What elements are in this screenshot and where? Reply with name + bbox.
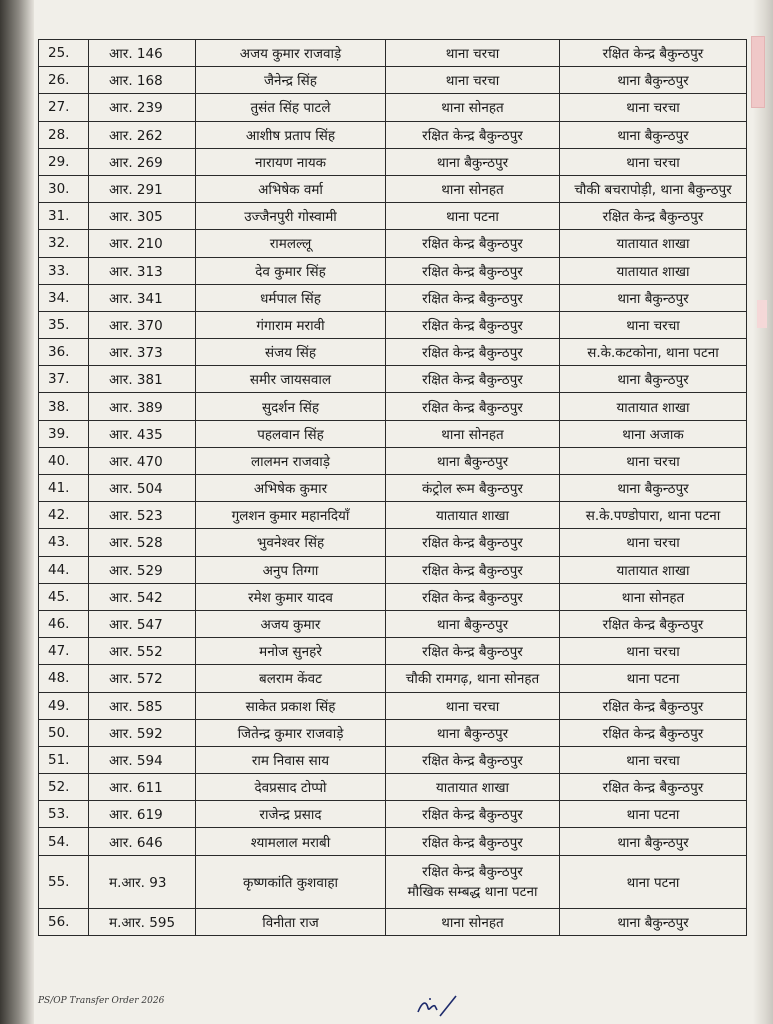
table-row: [39, 393, 747, 420]
current-posting: थाना बैकुन्ठपुर: [386, 447, 560, 474]
current-posting: रक्षित केन्द्र बैकुन्ठपुर: [386, 311, 560, 338]
table-row: [39, 420, 747, 447]
serial-number: 33.: [39, 257, 89, 284]
employee-name: श्यामलाल मराबी: [196, 828, 386, 855]
table-row: [39, 908, 747, 935]
table-row: [39, 311, 747, 338]
new-posting: थाना पटना: [560, 665, 747, 692]
employee-name: जितेन्द्र कुमार राजवाड़े: [196, 719, 386, 746]
current-posting: रक्षित केन्द्र बैकुन्ठपुर: [386, 366, 560, 393]
table-row: [39, 610, 747, 637]
serial-number: 39.: [39, 420, 89, 447]
table-row: [39, 447, 747, 474]
serial-number: 45.: [39, 583, 89, 610]
new-posting: स.के.पण्डोपारा, थाना पटना: [560, 502, 747, 529]
constable-number: आर. 619: [89, 801, 196, 828]
constable-number: आर. 611: [89, 774, 196, 801]
employee-name: अभिषेक कुमार: [196, 475, 386, 502]
constable-number: आर. 341: [89, 284, 196, 311]
employee-name: अभिषेक वर्मा: [196, 175, 386, 202]
new-posting: थाना चरचा: [560, 148, 747, 175]
serial-number: 55.: [39, 855, 89, 908]
current-posting-line2: मौखिक सम्बद्ध थाना पटना: [407, 883, 538, 900]
new-posting: रक्षित केन्द्र बैकुन्ठपुर: [560, 692, 747, 719]
new-posting: थाना बैकुन्ठपुर: [560, 67, 747, 94]
table-row: [39, 746, 747, 773]
serial-number: 30.: [39, 175, 89, 202]
new-posting: यातायात शाखा: [560, 257, 747, 284]
table-row: [39, 203, 747, 230]
new-posting: थाना बैकुन्ठपुर: [560, 475, 747, 502]
current-posting: रक्षित केन्द्र बैकुन्ठपुर: [386, 339, 560, 366]
table-row: [39, 67, 747, 94]
current-posting: रक्षित केन्द्र बैकुन्ठपुर: [386, 638, 560, 665]
current-posting: थाना बैकुन्ठपुर: [386, 148, 560, 175]
constable-number: आर. 552: [89, 638, 196, 665]
employee-name: रामलल्लू: [196, 230, 386, 257]
page-tab-marker-small: [757, 300, 767, 328]
current-posting: रक्षित केन्द्र बैकुन्ठपुर: [386, 801, 560, 828]
new-posting: थाना चरचा: [560, 447, 747, 474]
constable-number: आर. 547: [89, 610, 196, 637]
constable-number: आर. 269: [89, 148, 196, 175]
constable-number: आर. 542: [89, 583, 196, 610]
new-posting: स.के.कटकोना, थाना पटना: [560, 339, 747, 366]
constable-number: आर. 592: [89, 719, 196, 746]
employee-name: अजय कुमार राजवाड़े: [196, 40, 386, 67]
employee-name: रमेश कुमार यादव: [196, 583, 386, 610]
serial-number: 51.: [39, 746, 89, 773]
current-posting: यातायात शाखा: [386, 502, 560, 529]
new-posting: थाना चरचा: [560, 529, 747, 556]
serial-number: 26.: [39, 67, 89, 94]
table-row: [39, 94, 747, 121]
new-posting: रक्षित केन्द्र बैकुन्ठपुर: [560, 610, 747, 637]
employee-name: देव कुमार सिंह: [196, 257, 386, 284]
serial-number: 41.: [39, 475, 89, 502]
serial-number: 37.: [39, 366, 89, 393]
transfer-table-body: [39, 40, 747, 936]
table-row: [39, 638, 747, 665]
new-posting: थाना पटना: [560, 801, 747, 828]
current-posting: रक्षित केन्द्र बैकुन्ठपुर: [386, 746, 560, 773]
current-posting: यातायात शाखा: [386, 774, 560, 801]
serial-number: 34.: [39, 284, 89, 311]
table-row: [39, 556, 747, 583]
new-posting: थाना चरचा: [560, 94, 747, 121]
serial-number: 53.: [39, 801, 89, 828]
current-posting: थाना सोनहत: [386, 908, 560, 935]
table-row: [39, 801, 747, 828]
new-posting: थाना बैकुन्ठपुर: [560, 828, 747, 855]
employee-name: मनोज सुनहरे: [196, 638, 386, 665]
constable-number: आर. 594: [89, 746, 196, 773]
constable-number: आर. 389: [89, 393, 196, 420]
employee-name: गंगाराम मरावी: [196, 311, 386, 338]
serial-number: 50.: [39, 719, 89, 746]
new-posting: रक्षित केन्द्र बैकुन्ठपुर: [560, 203, 747, 230]
table-row: [39, 284, 747, 311]
table-row: [39, 828, 747, 855]
current-posting: कंट्रोल रूम बैकुन्ठपुर: [386, 475, 560, 502]
constable-number: आर. 435: [89, 420, 196, 447]
table-row: [39, 774, 747, 801]
current-posting: चौकी रामगढ़, थाना सोनहत: [386, 665, 560, 692]
new-posting: रक्षित केन्द्र बैकुन्ठपुर: [560, 719, 747, 746]
new-posting: चौकी बचरापोड़ी, थाना बैकुन्ठपुर: [560, 175, 747, 202]
serial-number: 49.: [39, 692, 89, 719]
employee-name: जैनेन्द्र सिंह: [196, 67, 386, 94]
constable-number: आर. 373: [89, 339, 196, 366]
current-posting: थाना चरचा: [386, 67, 560, 94]
current-posting-line1: रक्षित केन्द्र बैकुन्ठपुर: [422, 863, 523, 880]
employee-name: साकेत प्रकाश सिंह: [196, 692, 386, 719]
serial-number: 54.: [39, 828, 89, 855]
table-row: [39, 257, 747, 284]
serial-number: 36.: [39, 339, 89, 366]
employee-name: पहलवान सिंह: [196, 420, 386, 447]
serial-number: 48.: [39, 665, 89, 692]
table-row: [39, 583, 747, 610]
current-posting: रक्षित केन्द्र बैकुन्ठपुर: [386, 556, 560, 583]
new-posting: थाना चरचा: [560, 638, 747, 665]
constable-number: आर. 168: [89, 67, 196, 94]
current-posting: रक्षित केन्द्र बैकुन्ठपुर: [386, 284, 560, 311]
current-posting: थाना चरचा: [386, 692, 560, 719]
constable-number: आर. 262: [89, 121, 196, 148]
table-row: [39, 855, 747, 908]
employee-name: कृष्णकांति कुशवाहा: [196, 855, 386, 908]
employee-name: उज्जैनपुरी गोस्वामी: [196, 203, 386, 230]
serial-number: 40.: [39, 447, 89, 474]
employee-name: लालमन राजवाड़े: [196, 447, 386, 474]
new-posting: थाना सोनहत: [560, 583, 747, 610]
current-posting: रक्षित केन्द्र बैकुन्ठपुर: [386, 257, 560, 284]
signature-mark: [410, 990, 470, 1020]
table-row: [39, 230, 747, 257]
table-row: [39, 475, 747, 502]
employee-name: धर्मपाल सिंह: [196, 284, 386, 311]
new-posting: थाना बैकुन्ठपुर: [560, 908, 747, 935]
serial-number: 31.: [39, 203, 89, 230]
current-posting: [386, 855, 560, 908]
constable-number: आर. 370: [89, 311, 196, 338]
table-row: [39, 40, 747, 67]
employee-name: अजय कुमार: [196, 610, 386, 637]
constable-number: आर. 313: [89, 257, 196, 284]
constable-number: आर. 470: [89, 447, 196, 474]
table-row: [39, 502, 747, 529]
new-posting: यातायात शाखा: [560, 393, 747, 420]
new-posting: थाना चरचा: [560, 746, 747, 773]
employee-name: आशीष प्रताप सिंह: [196, 121, 386, 148]
employee-name: संजय सिंह: [196, 339, 386, 366]
new-posting: यातायात शाखा: [560, 556, 747, 583]
serial-number: 46.: [39, 610, 89, 637]
serial-number: 29.: [39, 148, 89, 175]
employee-name: राम निवास साय: [196, 746, 386, 773]
current-posting: रक्षित केन्द्र बैकुन्ठपुर: [386, 393, 560, 420]
transfer-table: [38, 39, 747, 936]
constable-number: आर. 528: [89, 529, 196, 556]
current-posting: रक्षित केन्द्र बैकुन्ठपुर: [386, 583, 560, 610]
serial-number: 43.: [39, 529, 89, 556]
table-row: [39, 121, 747, 148]
serial-number: 44.: [39, 556, 89, 583]
current-posting: थाना सोनहत: [386, 94, 560, 121]
current-posting: थाना सोनहत: [386, 175, 560, 202]
employee-name: गुलशन कुमार महानदियाँ: [196, 502, 386, 529]
table-row: [39, 719, 747, 746]
page-left-shadow: [0, 0, 34, 1024]
employee-name: भुवनेश्वर सिंह: [196, 529, 386, 556]
serial-number: 27.: [39, 94, 89, 121]
current-posting: रक्षित केन्द्र बैकुन्ठपुर: [386, 828, 560, 855]
serial-number: 56.: [39, 908, 89, 935]
employee-name: अनुप तिग्गा: [196, 556, 386, 583]
employee-name: नारायण नायक: [196, 148, 386, 175]
new-posting: थाना पटना: [560, 855, 747, 908]
new-posting: थाना बैकुन्ठपुर: [560, 366, 747, 393]
current-posting: थाना बैकुन्ठपुर: [386, 610, 560, 637]
constable-number: आर. 239: [89, 94, 196, 121]
serial-number: 47.: [39, 638, 89, 665]
serial-number: 38.: [39, 393, 89, 420]
current-posting: रक्षित केन्द्र बैकुन्ठपुर: [386, 230, 560, 257]
table-row: [39, 529, 747, 556]
employee-name: तुसंत सिंह पाटले: [196, 94, 386, 121]
serial-number: 35.: [39, 311, 89, 338]
constable-number: आर. 504: [89, 475, 196, 502]
constable-number: आर. 646: [89, 828, 196, 855]
constable-number: आर. 210: [89, 230, 196, 257]
constable-number: आर. 523: [89, 502, 196, 529]
employee-name: देवप्रसाद टोप्पो: [196, 774, 386, 801]
new-posting: रक्षित केन्द्र बैकुन्ठपुर: [560, 40, 747, 67]
new-posting: थाना अजाक: [560, 420, 747, 447]
table-row: [39, 339, 747, 366]
constable-number: आर. 529: [89, 556, 196, 583]
employee-name: समीर जायसवाल: [196, 366, 386, 393]
table-row: [39, 175, 747, 202]
constable-number: आर. 146: [89, 40, 196, 67]
page-right-edge: [753, 0, 773, 1024]
serial-number: 25.: [39, 40, 89, 67]
employee-name: सुदर्शन सिंह: [196, 393, 386, 420]
constable-number: आर. 305: [89, 203, 196, 230]
table-row: [39, 665, 747, 692]
employee-name: राजेन्द्र प्रसाद: [196, 801, 386, 828]
page-tab-marker: [751, 36, 765, 108]
constable-number: आर. 291: [89, 175, 196, 202]
current-posting: रक्षित केन्द्र बैकुन्ठपुर: [386, 121, 560, 148]
constable-number: म.आर. 595: [89, 908, 196, 935]
table-row: [39, 692, 747, 719]
current-posting: थाना सोनहत: [386, 420, 560, 447]
constable-number: आर. 585: [89, 692, 196, 719]
serial-number: 42.: [39, 502, 89, 529]
serial-number: 52.: [39, 774, 89, 801]
table-row: [39, 148, 747, 175]
employee-name: बलराम केंवट: [196, 665, 386, 692]
employee-name: विनीता राज: [196, 908, 386, 935]
constable-number: आर. 572: [89, 665, 196, 692]
current-posting: थाना पटना: [386, 203, 560, 230]
current-posting: थाना चरचा: [386, 40, 560, 67]
new-posting: थाना चरचा: [560, 311, 747, 338]
new-posting: यातायात शाखा: [560, 230, 747, 257]
current-posting: थाना बैकुन्ठपुर: [386, 719, 560, 746]
serial-number: 32.: [39, 230, 89, 257]
new-posting: रक्षित केन्द्र बैकुन्ठपुर: [560, 774, 747, 801]
new-posting: थाना बैकुन्ठपुर: [560, 284, 747, 311]
serial-number: 28.: [39, 121, 89, 148]
table-row: [39, 366, 747, 393]
footer-document-title: PS/OP Transfer Order 2026: [38, 996, 165, 1006]
new-posting: थाना बैकुन्ठपुर: [560, 121, 747, 148]
current-posting: रक्षित केन्द्र बैकुन्ठपुर: [386, 529, 560, 556]
constable-number: म.आर. 93: [89, 855, 196, 908]
constable-number: आर. 381: [89, 366, 196, 393]
